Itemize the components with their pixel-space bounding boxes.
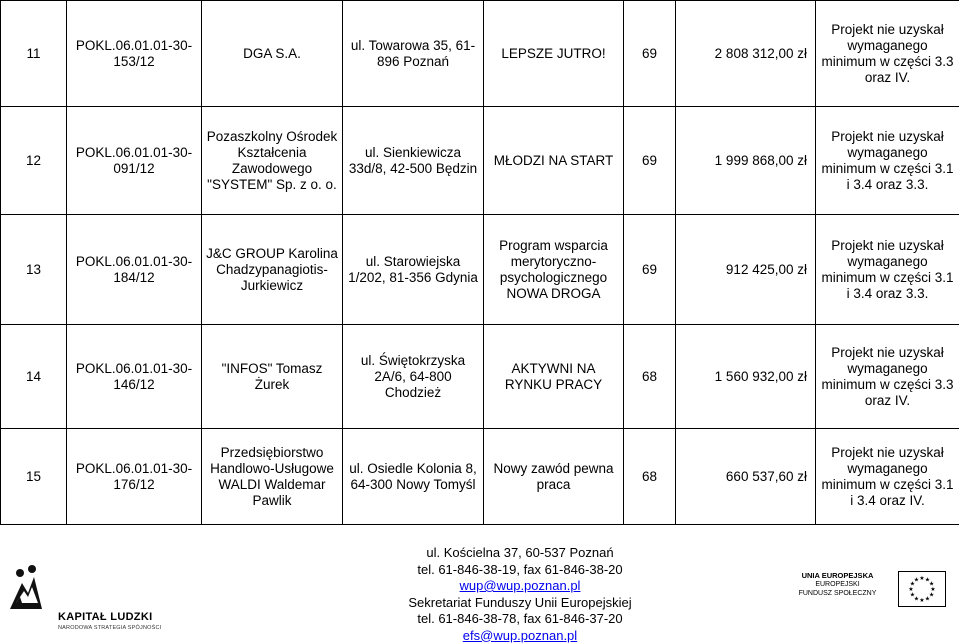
applicant-address: ul. Osiedle Kolonia 8, 64-300 Nowy Tomyśl [343, 429, 484, 525]
table-row [1, 429, 959, 525]
points: 69 [624, 215, 676, 325]
project-title: LEPSZE JUTRO! [484, 1, 624, 107]
table-row [1, 1, 959, 107]
contact-info [340, 545, 700, 644]
applicant-name: Przedsiębiorstwo Handlowo-Usługowe WALDI Waldemar Pawlik [202, 429, 343, 525]
remarks: Projekt nie uzyskał wymaganego minimum w części 3.3 oraz IV. [816, 1, 959, 107]
eu-line-1: UNIA EUROPEJSKA [790, 571, 885, 580]
eu-star-icon: ★ [908, 586, 913, 593]
eu-star-icon: ★ [929, 592, 934, 599]
kapital-ludzki-logo [6, 563, 176, 619]
secretariat-name: Sekretariat Funduszy Unii Europejskiej [340, 595, 700, 612]
project-title: Nowy zawód pewna praca [484, 429, 624, 525]
table-row [1, 325, 959, 429]
project-number: POKL.06.01.01-30-176/12 [67, 429, 202, 525]
office-address: ul. Kościelna 37, 60-537 Poznań [340, 545, 700, 562]
secretariat-phone: tel. 61-846-38-78, fax 61-846-37-20 [340, 611, 700, 628]
applicant-address: ul. Towarowa 35, 61-896 Poznań [343, 1, 484, 107]
points: 68 [624, 325, 676, 429]
eu-line-3: FUNDUSZ SPOŁECZNY [790, 589, 885, 598]
table-row [1, 215, 959, 325]
project-number: POKL.06.01.01-30-146/12 [67, 325, 202, 429]
eu-star-icon: ★ [914, 576, 919, 583]
eu-stars-icon [899, 572, 945, 606]
amount: 1 560 932,00 zł [676, 325, 816, 429]
table-row [1, 107, 959, 215]
email-link-efs[interactable]: efs@wup.poznan.pl [463, 628, 577, 643]
eu-logo-text [790, 571, 885, 598]
eu-flag-icon [898, 571, 946, 607]
applicant-address: ul. Świętokrzyska 2A/6, 64-800 Chodzież [343, 325, 484, 429]
eu-star-icon: ★ [925, 576, 930, 583]
points: 69 [624, 1, 676, 107]
applicant-address: ul. Starowiejska 1/202, 81-356 Gdynia [343, 215, 484, 325]
kapital-ludzki-emblem-icon [6, 563, 46, 611]
eu-star-icon: ★ [919, 575, 924, 582]
eu-star-icon: ★ [919, 597, 924, 604]
amount: 912 425,00 zł [676, 215, 816, 325]
kapital-ludzki-subtitle: NARODOWA STRATEGIA SPÓJNOŚCI [58, 625, 161, 631]
applicant-name: DGA S.A. [202, 1, 343, 107]
remarks: Projekt nie uzyskał wymaganego minimum w części 3.1 i 3.4 oraz 3.3. [816, 107, 959, 215]
amount: 660 537,60 zł [676, 429, 816, 525]
row-number: 13 [1, 215, 67, 325]
applicant-name: Pozaszkolny Ośrodek Kształcenia Zawodowego "SYSTEM" Sp. z o. o. [202, 107, 343, 215]
remarks: Projekt nie uzyskał wymaganego minimum w części 3.1 i 3.4 oraz IV. [816, 429, 959, 525]
eu-star-icon: ★ [929, 581, 934, 588]
remarks: Projekt nie uzyskał wymaganego minimum w części 3.1 i 3.4 oraz 3.3. [816, 215, 959, 325]
eu-logo [790, 571, 955, 611]
amount: 1 999 868,00 zł [676, 107, 816, 215]
row-number: 15 [1, 429, 67, 525]
office-phone: tel. 61-846-38-19, fax 61-846-38-20 [340, 562, 700, 579]
project-title: AKTYWNI NA RYNKU PRACY [484, 325, 624, 429]
project-title: Program wsparcia merytoryczno-psychologicznego NOWA DROGA [484, 215, 624, 325]
project-number: POKL.06.01.01-30-153/12 [67, 1, 202, 107]
eu-star-icon: ★ [925, 596, 930, 603]
row-number: 12 [1, 107, 67, 215]
applicant-name: "INFOS" Tomasz Żurek [202, 325, 343, 429]
kapital-ludzki-name: KAPITAŁ LUDZKI [58, 611, 152, 623]
eu-line-2: EUROPEJSKI [790, 580, 885, 589]
eu-star-icon: ★ [930, 586, 935, 593]
project-title: MŁODZI NA START [484, 107, 624, 215]
eu-star-icon: ★ [914, 596, 919, 603]
applicant-address: ul. Sienkiewicza 33d/8, 42-500 Będzin [343, 107, 484, 215]
row-number: 11 [1, 1, 67, 107]
points: 69 [624, 107, 676, 215]
eu-star-icon: ★ [910, 581, 915, 588]
remarks: Projekt nie uzyskał wymaganego minimum w części 3.3 oraz IV. [816, 325, 959, 429]
email-link-wup[interactable]: wup@wup.poznan.pl [460, 578, 581, 593]
project-number: POKL.06.01.01-30-184/12 [67, 215, 202, 325]
page-footer [0, 535, 959, 635]
row-number: 14 [1, 325, 67, 429]
eu-star-icon: ★ [910, 592, 915, 599]
amount: 2 808 312,00 zł [676, 1, 816, 107]
project-number: POKL.06.01.01-30-091/12 [67, 107, 202, 215]
points: 68 [624, 429, 676, 525]
applicant-name: J&C GROUP Karolina Chadzypanagiotis-Jurkiewicz [202, 215, 343, 325]
